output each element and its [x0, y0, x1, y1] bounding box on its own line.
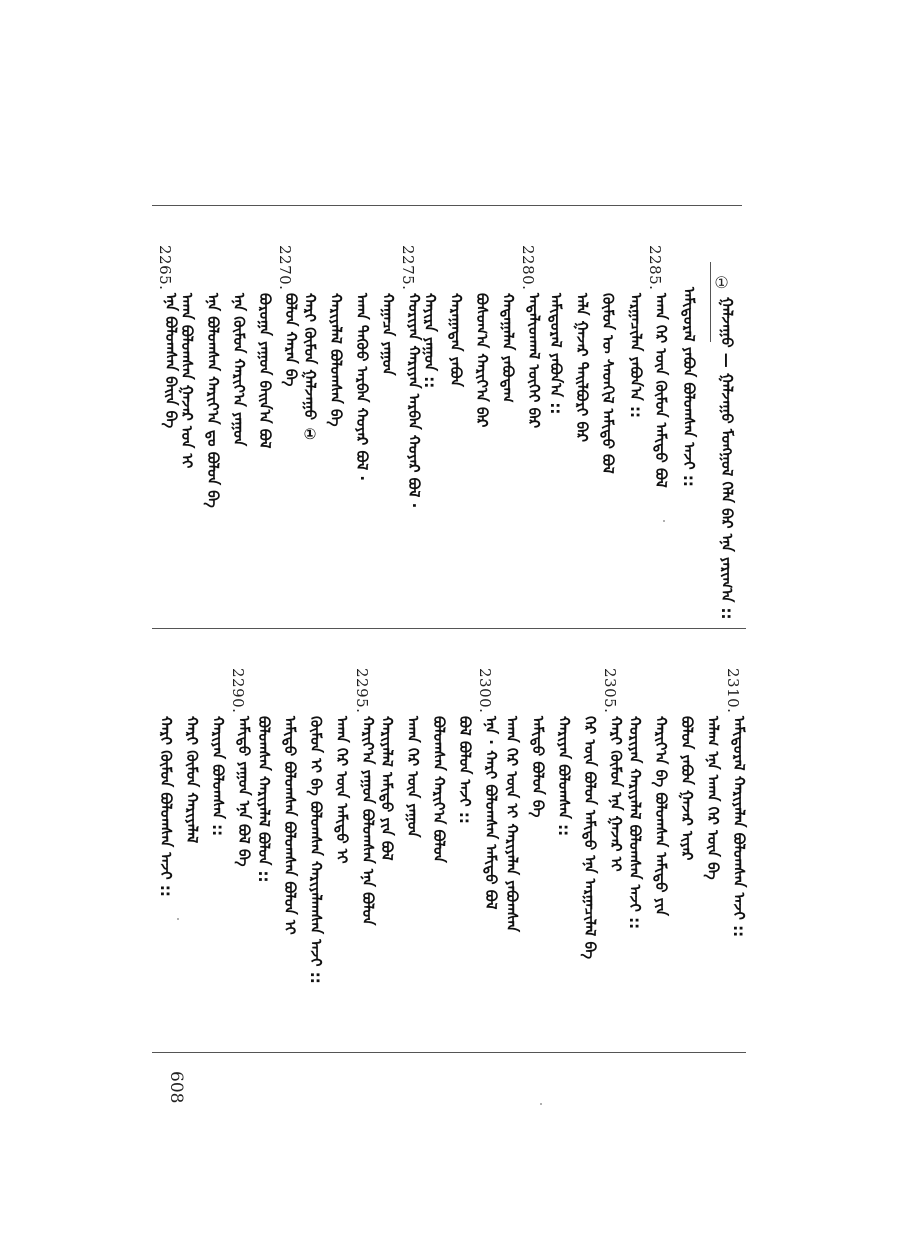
line-number: 2285.	[646, 245, 664, 291]
section-divider-middle	[152, 628, 746, 629]
footnote-rule	[710, 262, 711, 342]
line-number: 2265.	[156, 245, 174, 291]
footnote-marker: ①	[712, 273, 731, 292]
line-number: 2310.	[724, 668, 742, 714]
line-number: 2270.	[276, 245, 294, 291]
line-number: 2295.	[353, 668, 371, 714]
speck	[177, 918, 179, 920]
line-number: 2275.	[399, 245, 417, 291]
speck	[663, 520, 665, 522]
line-number: 2280.	[519, 245, 537, 291]
section-divider-top	[152, 205, 742, 206]
line-number: 2305.	[601, 668, 619, 714]
speck	[540, 1103, 542, 1105]
line-number: 2300.	[476, 668, 494, 714]
section-divider-bottom	[152, 1052, 746, 1053]
line-number: 2290.	[229, 668, 247, 714]
footnote-text: ᠭᠠᠯᠵᠠᠭᠤ — ᠭᠠᠯᠵᠠᠭᠤ ᠮᠣᠩᠭᠣᠯ ᠬᠡᠯᠡ ᠪᠡᠷ ᠡᠨᠡ ᠶᠠᠷᠢᠭ᠎ᠠ ::	[718, 297, 736, 620]
page-number: 608	[166, 1071, 186, 1104]
